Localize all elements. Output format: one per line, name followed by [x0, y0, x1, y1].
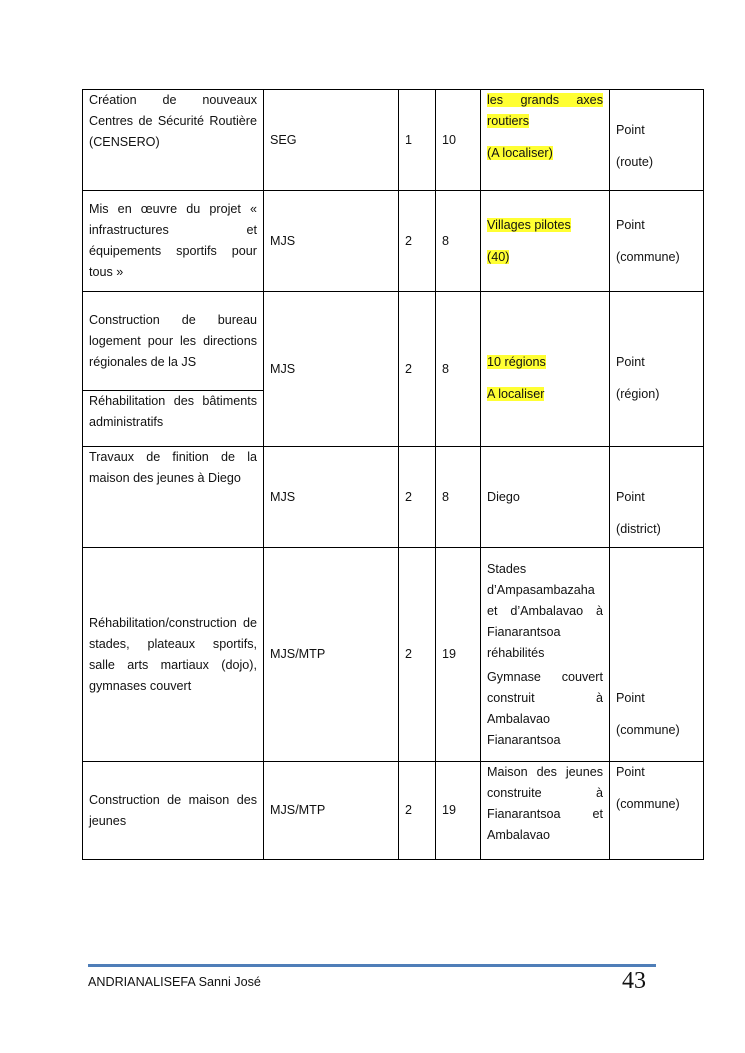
type-label: Point: [616, 122, 645, 137]
activity-cell: Construction de maison des jeunes: [83, 762, 264, 860]
code-cell: 8: [436, 447, 481, 548]
table-row: [83, 548, 704, 762]
code-cell: 1: [399, 90, 436, 191]
activity-cell: Réhabilitation des bâtiments administratifs: [83, 391, 264, 447]
type-cell: [610, 292, 704, 447]
location-text: Villages pilotes: [487, 217, 571, 232]
location-cell: Diego: [481, 447, 610, 548]
entity-cell: SEG: [264, 90, 399, 191]
table-row: [83, 762, 704, 860]
entity-cell: MJS: [264, 292, 399, 447]
location-cell: Maison des jeunes construite à Fianarantsoa et Ambalavao: [481, 762, 610, 860]
page-number: 43: [622, 968, 646, 994]
code-cell: 2: [399, 191, 436, 292]
activity-cell: Travaux de finition de la maison des jeunes à Diego: [83, 447, 264, 548]
type-cell: [610, 548, 704, 762]
table-row: [83, 292, 704, 391]
table-row: [83, 90, 704, 191]
type-label: Point: [616, 489, 645, 504]
code-cell: 10: [436, 90, 481, 191]
footer-author: ANDRIANALISEFA Sanni José: [88, 975, 261, 989]
location-text: Stades d’Ampasambazaha et d’Ambalavao à Fianarantsoa réhabilités: [487, 561, 603, 660]
table-row: [83, 191, 704, 292]
location-note: (A localiser): [487, 146, 553, 160]
entity-cell: MJS: [264, 191, 399, 292]
location-cell: [481, 90, 610, 191]
code-cell: 19: [436, 762, 481, 860]
type-scope: (commune): [616, 797, 680, 811]
type-scope: (route): [616, 154, 654, 169]
entity-cell: MJS/MTP: [264, 548, 399, 762]
code-cell: 19: [436, 548, 481, 762]
entity-cell: MJS/MTP: [264, 762, 399, 860]
activity-cell: Mis en œuvre du projet « infrastructures et équipements sportifs pour tous »: [83, 191, 264, 292]
location-cell: [481, 548, 610, 762]
type-scope: (district): [616, 521, 661, 536]
code-cell: 8: [436, 292, 481, 447]
location-text: 10 régions: [487, 354, 546, 369]
activity-cell: Construction de bureau logement pour les directions régionales de la JS: [83, 292, 264, 391]
projects-table: [82, 89, 704, 860]
code-cell: 2: [399, 292, 436, 447]
footer-rule: [88, 964, 656, 967]
type-label: Point: [616, 691, 645, 705]
type-cell: [610, 447, 704, 548]
type-label: Point: [616, 354, 645, 369]
type-label: Point: [616, 765, 645, 779]
type-cell: [610, 90, 704, 191]
type-scope: (commune): [616, 723, 680, 737]
location-text: les grands axes routiers: [487, 93, 603, 128]
type-label: Point: [616, 217, 645, 232]
code-cell: 8: [436, 191, 481, 292]
code-cell: 2: [399, 447, 436, 548]
activity-cell: Création de nouveaux Centres de Sécurité Routière (CENSERO): [83, 90, 264, 191]
type-scope: (commune): [616, 249, 680, 264]
location-note: (40): [487, 249, 510, 264]
location-note: A localiser: [487, 386, 545, 401]
entity-cell: MJS: [264, 447, 399, 548]
type-cell: [610, 191, 704, 292]
activity-cell: Réhabilitation/construction de stades, plateaux sportifs, salle arts martiaux (dojo), gymnases couvert: [83, 548, 264, 762]
code-cell: 2: [399, 762, 436, 860]
code-cell: 2: [399, 548, 436, 762]
location-note: Gymnase couvert construit à Ambalavao Fianarantsoa: [487, 669, 603, 747]
location-cell: [481, 191, 610, 292]
type-scope: (région): [616, 386, 660, 401]
table-row: [83, 447, 704, 548]
type-cell: [610, 762, 704, 860]
location-cell: [481, 292, 610, 447]
